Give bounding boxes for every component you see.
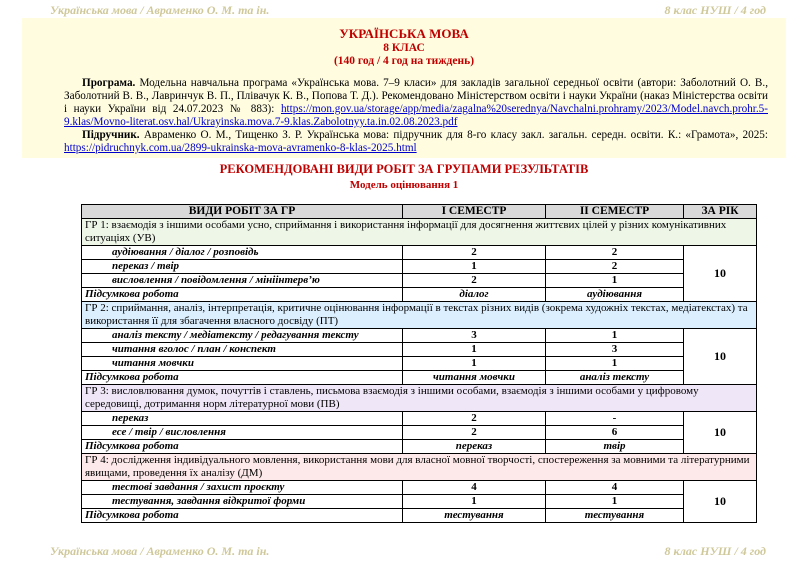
section-subtitle: Модель оцінювання 1 <box>349 179 459 191</box>
semester-2-value: 1 <box>546 495 684 509</box>
activity-name: читання мовчки <box>82 357 403 371</box>
program-text: Модельна навчальна програма «Українська мова. 7–9 класи» для закладів загальної середньої освіти (автори: Заболотний О. В., Заболотний В. В., Лавринчук В. П., Плівачук К. В., Попова Т. Д.). Рекомендовано Міністерством освіти і науки України (наказ Міністерства освіти і науки України від 24.07.2023 № 883): <box>64 77 768 115</box>
semester-2-value: 2 <box>546 246 684 260</box>
summary-semester-2: аудіювання <box>546 288 684 302</box>
table-header-row <box>82 205 757 219</box>
activity-name: переказ / твір <box>82 260 403 274</box>
course-header <box>22 18 786 158</box>
table-row <box>82 412 757 426</box>
summary-label: Підсумкова робота <box>82 288 403 302</box>
course-title <box>22 26 786 68</box>
group-label: ГР 3: <box>85 385 109 397</box>
group-desc: взаємодія з іншими особами усно, сприймання і використання інформації для досягнення життєвих цілей у різних комунікативних ситуаціях (УВ) <box>85 219 727 244</box>
course-title-line3: (140 год / 4 год на тиждень) <box>333 55 475 67</box>
course-title-line1: УКРАЇНСЬКА МОВА <box>339 26 469 41</box>
running-footer-right: 8 клас НУШ / 4 год <box>664 544 766 558</box>
year-total: 10 <box>684 481 757 523</box>
summary-semester-1: читання мовчки <box>403 371 546 385</box>
activity-name: читання вголос / план / конспект <box>82 343 403 357</box>
textbook-paragraph <box>64 129 768 155</box>
group-3-description <box>82 385 757 412</box>
summary-semester-1: тестування <box>403 509 546 523</box>
semester-1-value: 1 <box>403 260 546 274</box>
activity-name: тестові завдання / захист проєкту <box>82 481 403 495</box>
semester-1-value: 2 <box>403 426 546 440</box>
group-label: ГР 4: <box>85 454 109 466</box>
summary-row <box>82 440 757 454</box>
program-label: Програма. <box>82 77 136 89</box>
header-year: ЗА РІК <box>684 205 757 219</box>
table-row <box>82 481 757 495</box>
group-desc: сприймання, аналіз, інтерпретація, критичне оцінювання інформації в текстах різних видів (зокрема художніх текстах, медіатекстах) та використання її для збагачення власного досвіду (ПТ) <box>85 302 748 327</box>
textbook-label: Підручник. <box>82 129 140 141</box>
group-label: ГР 1: <box>85 219 109 231</box>
semester-1-value: 3 <box>403 329 546 343</box>
table-row <box>82 246 757 260</box>
summary-row <box>82 288 757 302</box>
table-row <box>82 329 757 343</box>
group-row <box>82 385 757 412</box>
textbook-text: Авраменко О. М., Тищенко З. Р. Українська мова: підручник для 8-го класу закл. загальн. середн. освіти. К.: «Грамота», 2025: <box>139 129 768 141</box>
semester-2-value: 1 <box>546 274 684 288</box>
running-header-right: 8 клас НУШ / 4 год <box>664 3 766 17</box>
semester-2-value: - <box>546 412 684 426</box>
semester-2-value: 4 <box>546 481 684 495</box>
table-row <box>82 357 757 371</box>
header-semester-2: ІІ СЕМЕСТР <box>546 205 684 219</box>
semester-1-value: 1 <box>403 495 546 509</box>
assessment-table <box>81 204 757 523</box>
semester-1-value: 4 <box>403 481 546 495</box>
activity-name: тестування, завдання відкритої форми <box>82 495 403 509</box>
summary-label: Підсумкова робота <box>82 509 403 523</box>
semester-2-value: 1 <box>546 357 684 371</box>
semester-1-value: 2 <box>403 274 546 288</box>
semester-1-value: 2 <box>403 246 546 260</box>
summary-semester-1: діалог <box>403 288 546 302</box>
group-1-description <box>82 219 757 246</box>
group-row <box>82 219 757 246</box>
summary-semester-2: тестування <box>546 509 684 523</box>
semester-2-value: 3 <box>546 343 684 357</box>
semester-1-value: 1 <box>403 357 546 371</box>
table-row <box>82 426 757 440</box>
summary-label: Підсумкова робота <box>82 371 403 385</box>
program-paragraph <box>64 77 768 129</box>
summary-semester-1: переказ <box>403 440 546 454</box>
summary-row <box>82 509 757 523</box>
table-row <box>82 260 757 274</box>
summary-row <box>82 371 757 385</box>
year-total: 10 <box>684 246 757 302</box>
activity-name: висловлення / повідомлення / мініінтерв’ю <box>82 274 403 288</box>
group-row <box>82 454 757 481</box>
summary-semester-2: твір <box>546 440 684 454</box>
program-link[interactable]: https://mon.gov.ua/storage/app/media/zagalna%20serednya/Navchalni.prohramy/2023/Model.navch.prohr.5-9.klas/Movno-literat.osv.hal/Ukrayinska.mova.7-9.klas.Zabolotnyy.ta.in.02.08.2023.pdf <box>64 103 768 128</box>
summary-label: Підсумкова робота <box>82 440 403 454</box>
group-2-description <box>82 302 757 329</box>
year-total: 10 <box>684 412 757 454</box>
group-desc: висловлювання думок, почуттів і ставлень, письмова взаємодія з іншими особами, взаємодія з іншими особами у цифровому середовищі, дотримання норм літературної мови (ПВ) <box>85 385 699 410</box>
group-label: ГР 2: <box>85 302 109 314</box>
table-row <box>82 495 757 509</box>
semester-1-value: 1 <box>403 343 546 357</box>
table-row <box>82 274 757 288</box>
section-title: РЕКОМЕНДОВАНІ ВИДИ РОБІТ ЗА ГРУПАМИ РЕЗУЛЬТАТІВ <box>219 162 589 176</box>
running-footer <box>0 544 808 562</box>
year-total: 10 <box>684 329 757 385</box>
semester-2-value: 2 <box>546 260 684 274</box>
group-desc: дослідження індивідуального мовлення, використання мови для власної мовної творчості, спостереження за мовними та літературними явищами, проведення їх аналізу (ДМ) <box>85 454 750 479</box>
header-semester-1: І СЕМЕСТР <box>403 205 546 219</box>
activity-name: есе / твір / висловлення <box>82 426 403 440</box>
textbook-link[interactable]: https://pidruchnyk.com.ua/2899-ukrainska-mova-avramenko-8-klas-2025.html <box>64 142 417 154</box>
group-row <box>82 302 757 329</box>
activity-name: аналіз тексту / медіатексту / редагування тексту <box>82 329 403 343</box>
semester-2-value: 6 <box>546 426 684 440</box>
header-activities: ВИДИ РОБІТ ЗА ГР <box>82 205 403 219</box>
group-4-description <box>82 454 757 481</box>
activity-name: переказ <box>82 412 403 426</box>
semester-2-value: 1 <box>546 329 684 343</box>
course-title-line2: 8 КЛАС <box>383 42 425 54</box>
running-footer-left: Українська мова / Авраменко О. М. та ін. <box>50 544 270 558</box>
table-row <box>82 343 757 357</box>
running-header-left: Українська мова / Авраменко О. М. та ін. <box>50 3 270 17</box>
semester-1-value: 2 <box>403 412 546 426</box>
activity-name: аудіювання / діалог / розповідь <box>82 246 403 260</box>
summary-semester-2: аналіз тексту <box>546 371 684 385</box>
